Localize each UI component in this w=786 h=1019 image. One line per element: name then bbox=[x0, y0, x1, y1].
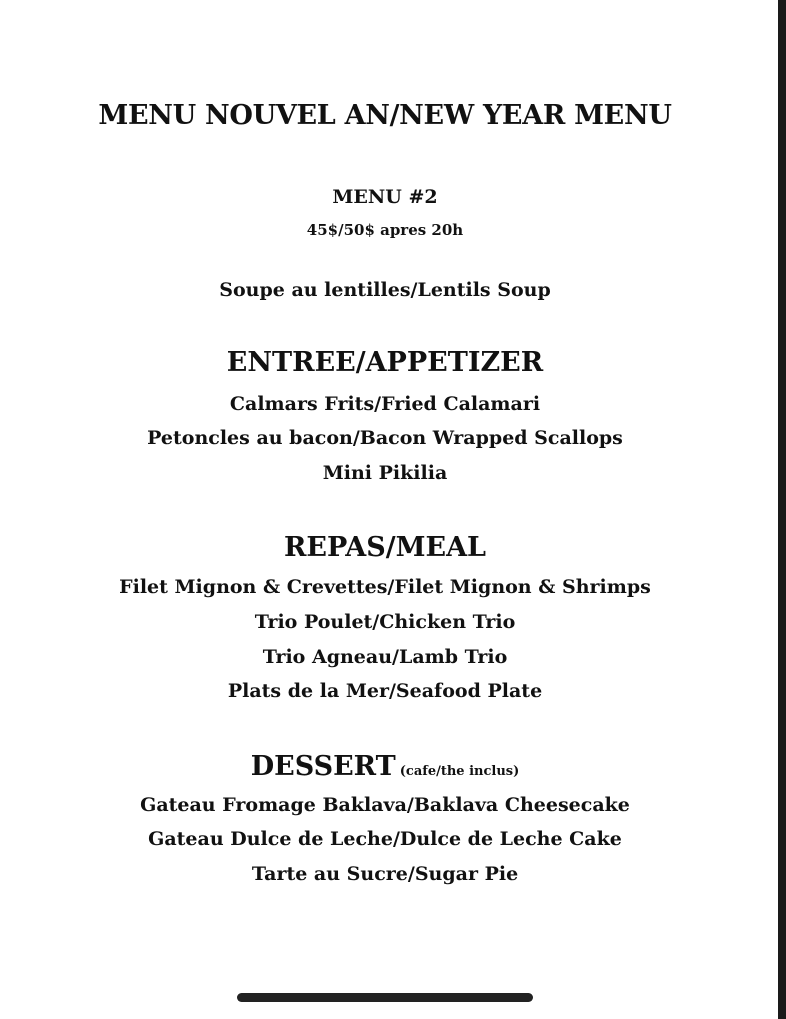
page-title: MENU NOUVEL AN/NEW YEAR MENU bbox=[98, 100, 672, 131]
appetizer-item: Mini Pikilia bbox=[322, 462, 448, 484]
dessert-item: Gateau Dulce de Leche/Dulce de Leche Cake bbox=[148, 828, 622, 850]
dessert-heading-row bbox=[0, 751, 770, 782]
menu-price: 45$/50$ apres 20h bbox=[306, 221, 464, 239]
scrollbar-edge bbox=[778, 0, 786, 1019]
dessert-item: Tarte au Sucre/Sugar Pie bbox=[251, 863, 519, 885]
dessert-item: Gateau Fromage Baklava/Baklava Cheesecake bbox=[140, 794, 630, 816]
meal-heading: REPAS/MEAL bbox=[283, 532, 487, 563]
meal-item: Trio Poulet/Chicken Trio bbox=[254, 611, 516, 633]
appetizer-item: Calmars Frits/Fried Calamari bbox=[229, 393, 541, 415]
home-indicator-bar[interactable] bbox=[237, 993, 533, 1002]
appetizer-item: Petoncles au bacon/Bacon Wrapped Scallops bbox=[147, 427, 623, 449]
menu-number: MENU #2 bbox=[332, 186, 438, 208]
soup-item: Soupe au lentilles/Lentils Soup bbox=[219, 279, 551, 301]
appetizer-heading: ENTREE/APPETIZER bbox=[226, 347, 544, 378]
meal-item: Plats de la Mer/Seafood Plate bbox=[227, 680, 543, 702]
dessert-note: (cafe/the inclus) bbox=[399, 764, 520, 779]
dessert-heading: DESSERT bbox=[250, 751, 396, 782]
meal-item: Filet Mignon & Crevettes/Filet Mignon & Shrimps bbox=[119, 576, 651, 598]
meal-item: Trio Agneau/Lamb Trio bbox=[262, 646, 508, 668]
